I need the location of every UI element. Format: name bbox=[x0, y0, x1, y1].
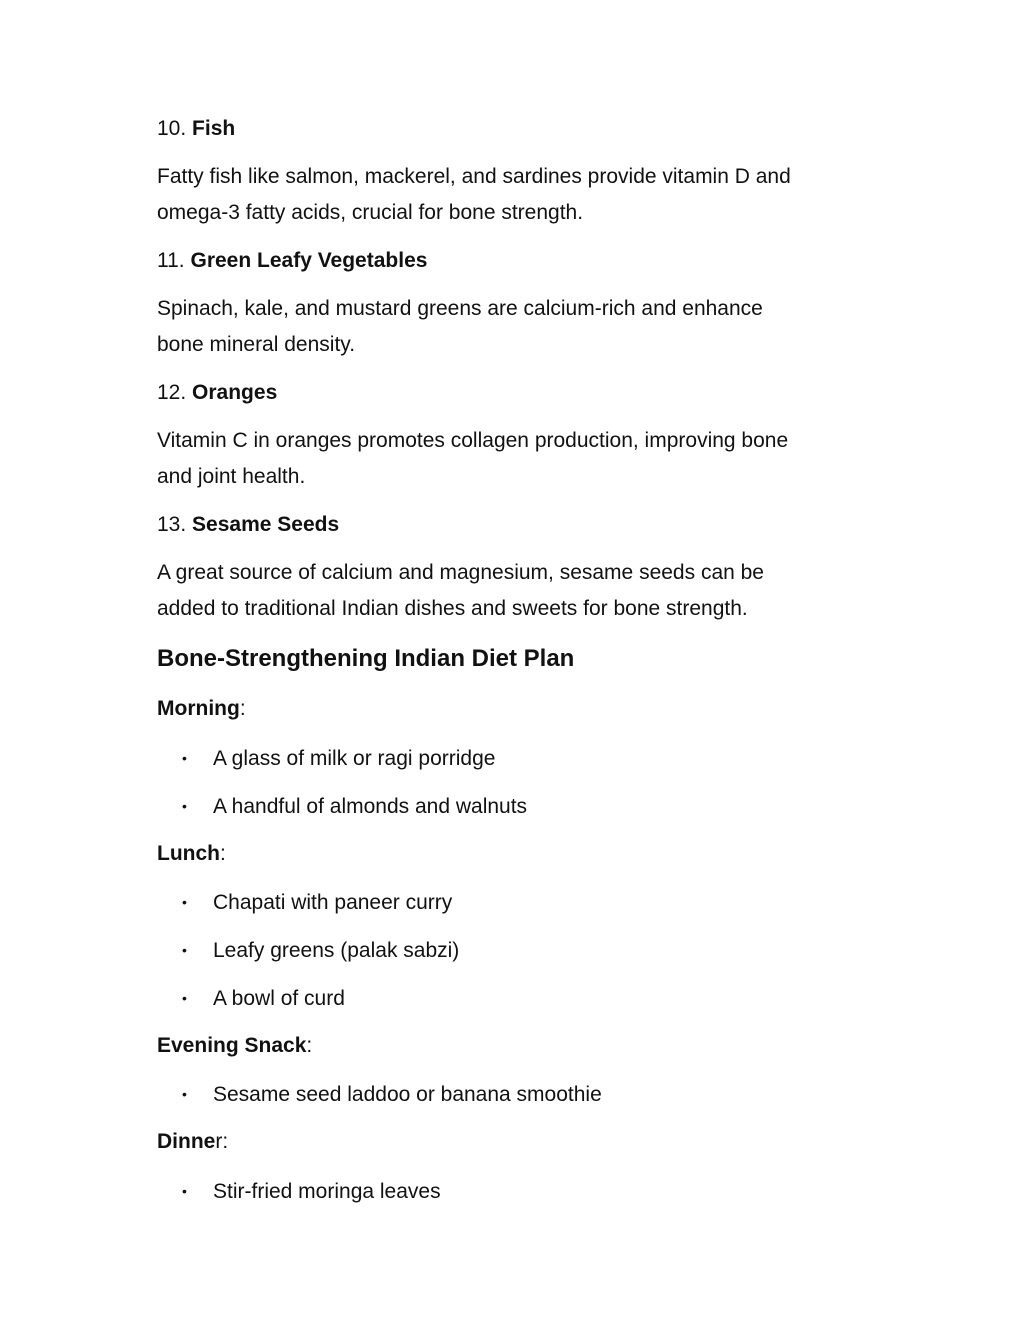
food-description: A great source of calcium and magnesium, sesame seeds can be bbox=[157, 561, 764, 584]
food-heading bbox=[157, 375, 277, 411]
bullet-icon: • bbox=[182, 990, 187, 1006]
food-number: 10. bbox=[157, 117, 187, 140]
bullet-icon: • bbox=[182, 798, 187, 814]
bullet-icon: • bbox=[182, 750, 187, 766]
list-item: • A handful of almonds and walnuts bbox=[182, 788, 527, 825]
meal-label-lunch: Lunch: bbox=[157, 842, 226, 865]
food-heading bbox=[157, 111, 235, 147]
food-description: added to traditional Indian dishes and sweets for bone strength. bbox=[157, 597, 748, 620]
meal-label-evening: Evening Snack: bbox=[157, 1034, 313, 1057]
food-name: Fish bbox=[192, 117, 236, 140]
bullet-icon: • bbox=[182, 942, 187, 958]
food-description: Spinach, kale, and mustard greens are calcium-rich and enhance bbox=[157, 297, 763, 320]
food-description: bone mineral density. bbox=[157, 333, 356, 356]
food-number: 11. bbox=[157, 249, 185, 272]
list-item: • Leafy greens (palak sabzi) bbox=[182, 932, 459, 969]
food-number: 12. bbox=[157, 381, 187, 404]
food-description: Vitamin C in oranges promotes collagen production, improving bone bbox=[157, 429, 789, 452]
list-item: • Chapati with paneer curry bbox=[182, 884, 452, 921]
food-description: omega-3 fatty acids, crucial for bone strength. bbox=[157, 201, 584, 224]
bullet-icon: • bbox=[182, 1086, 187, 1102]
list-item: • A glass of milk or ragi porridge bbox=[182, 740, 495, 777]
food-name: Green Leafy Vegetables bbox=[190, 249, 428, 272]
food-number: 13. bbox=[157, 513, 187, 536]
food-name: Sesame Seeds bbox=[192, 513, 340, 536]
meal-label-dinner: Dinner: bbox=[157, 1130, 229, 1153]
food-description: Fatty fish like salmon, mackerel, and sardines provide vitamin D and bbox=[157, 165, 791, 188]
list-item: • A bowl of curd bbox=[182, 980, 345, 1017]
list-item: • Stir-fried moringa leaves bbox=[182, 1173, 441, 1210]
bullet-icon: • bbox=[182, 894, 187, 910]
food-heading bbox=[157, 243, 427, 279]
section-heading: Bone-Strengthening Indian Diet Plan bbox=[157, 645, 575, 672]
food-description: and joint health. bbox=[157, 465, 306, 488]
meal-label-morning: Morning: bbox=[157, 697, 246, 720]
bullet-icon: • bbox=[182, 1183, 187, 1199]
list-item: • Sesame seed laddoo or banana smoothie bbox=[182, 1076, 602, 1113]
food-heading bbox=[157, 507, 339, 543]
food-name: Oranges bbox=[192, 381, 278, 404]
